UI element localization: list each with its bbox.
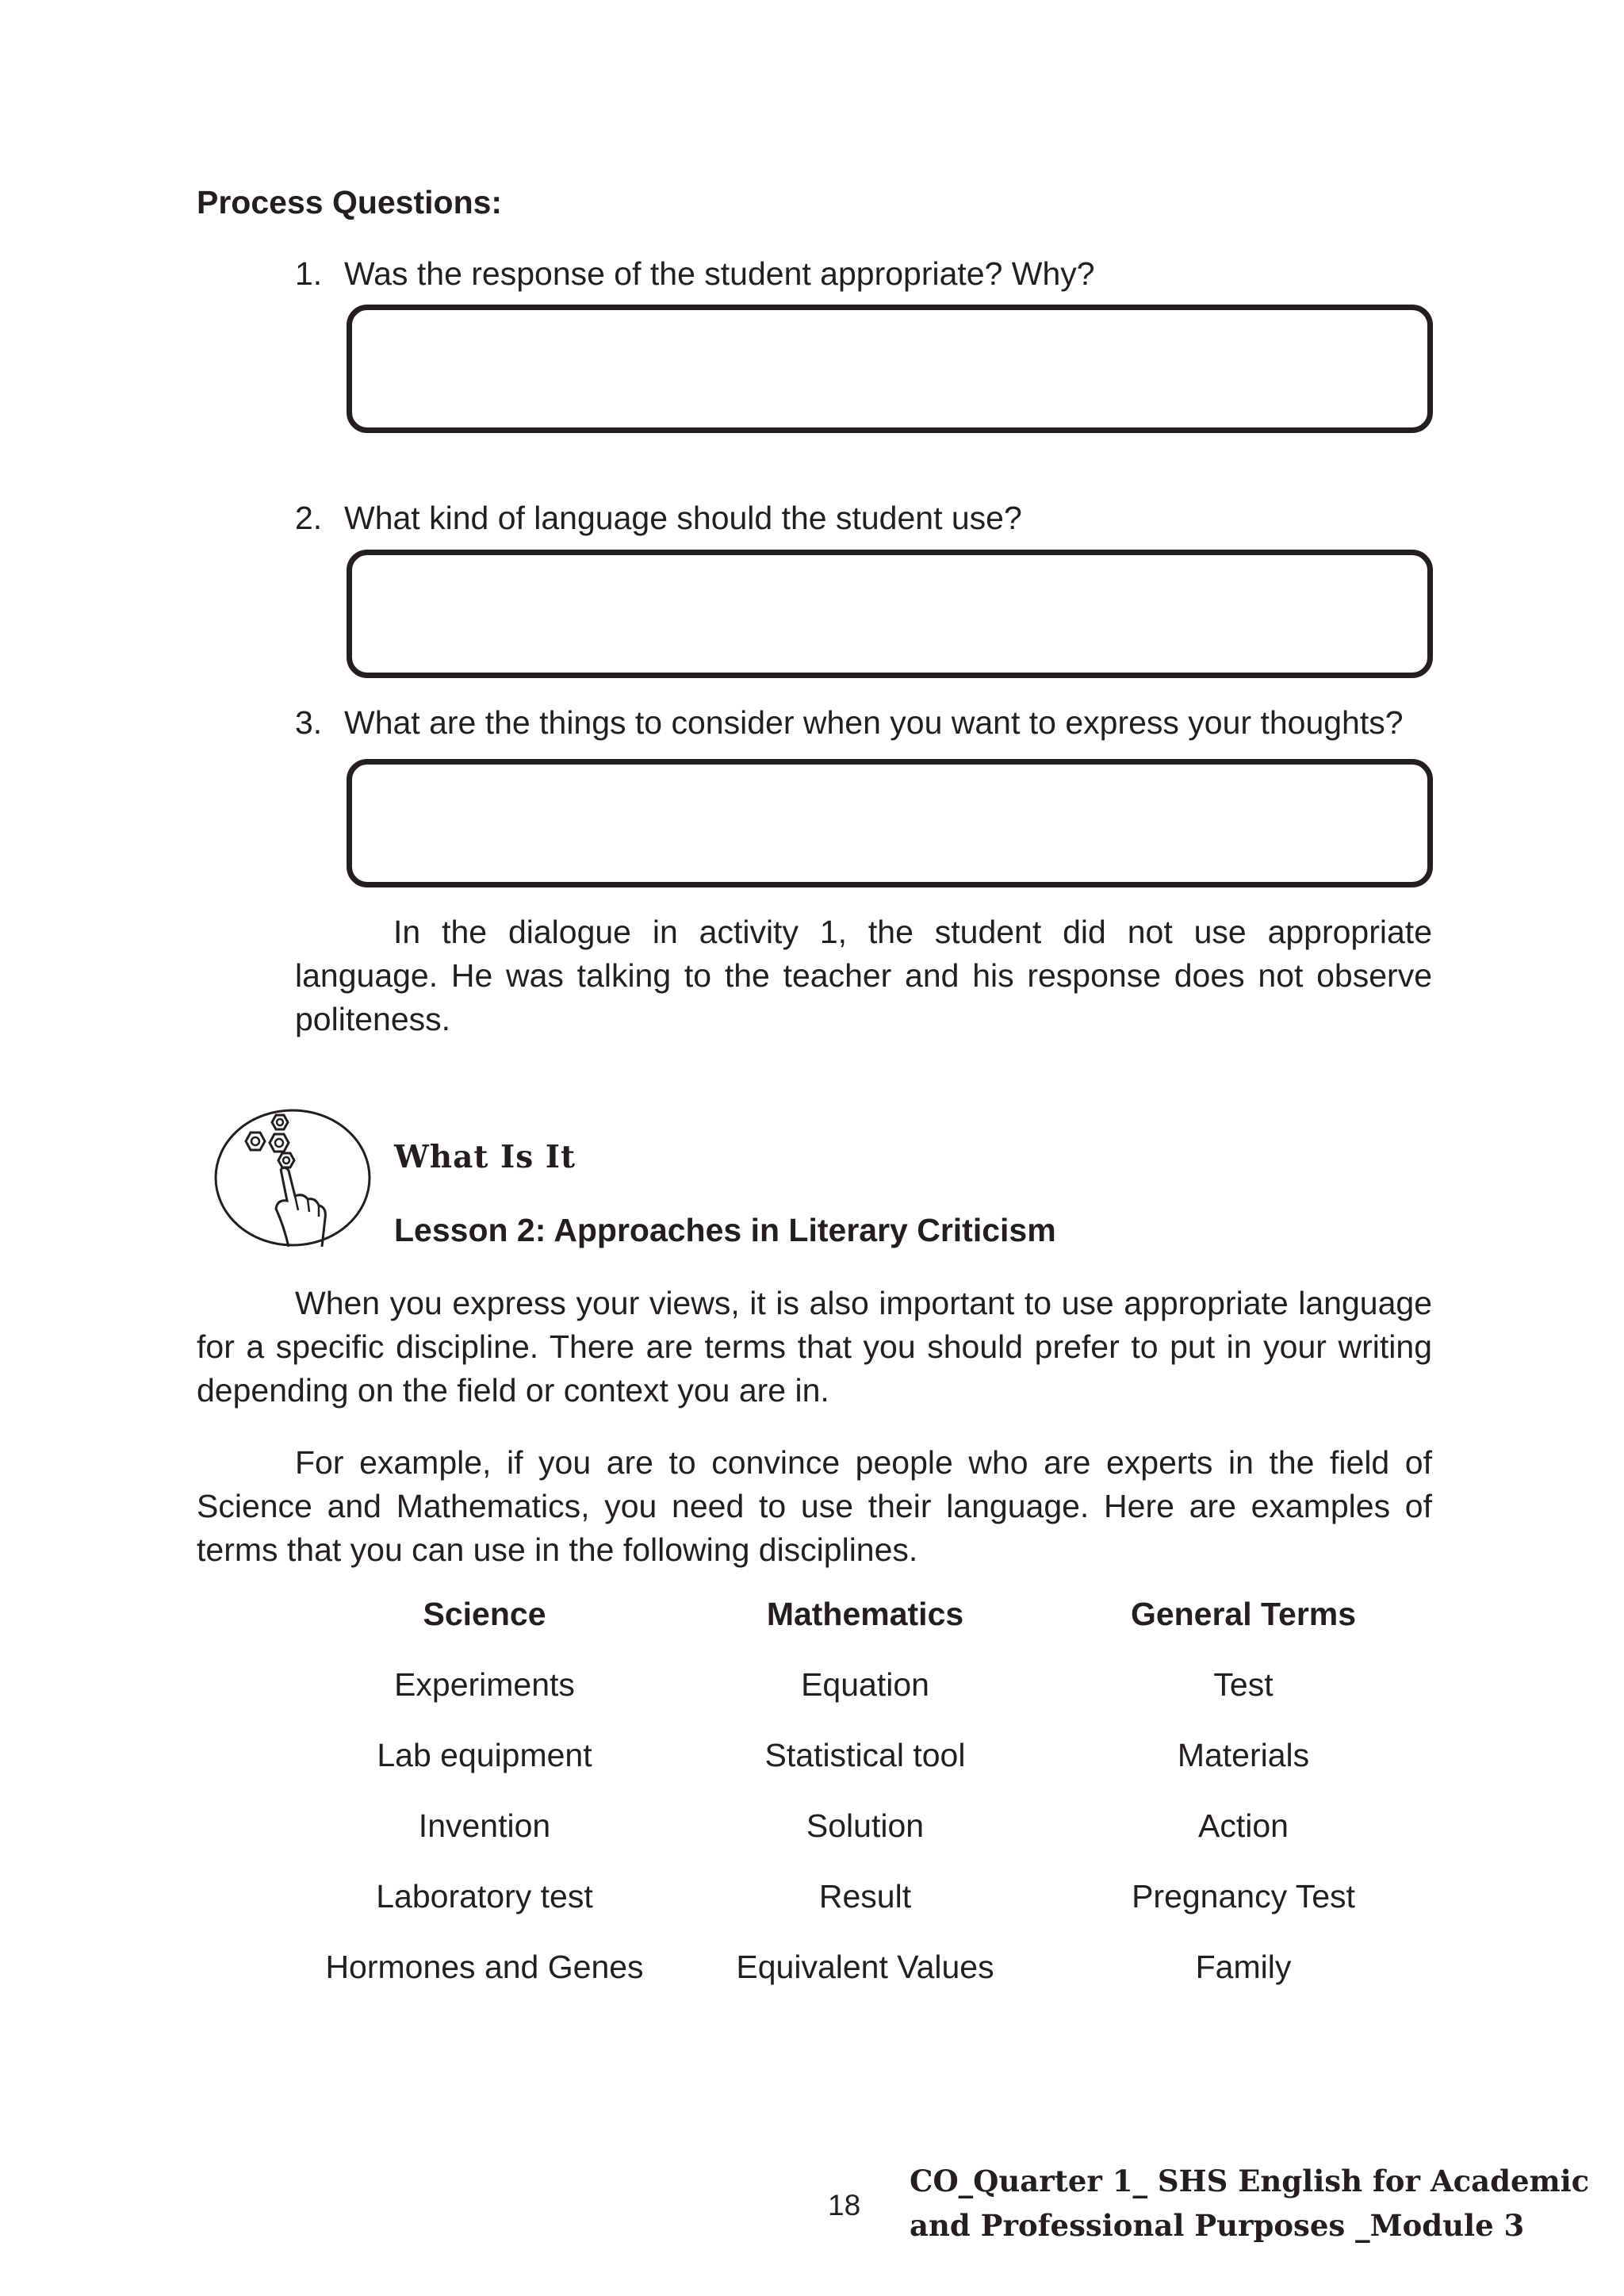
- mathematics-term: Result: [818, 1878, 912, 1915]
- explanation-paragraph: In the dialogue in activity 1, the student did not use appropriate language. He was talking to the teacher and his response does not observe politeness.: [295, 914, 1432, 1037]
- answer-box-2[interactable]: [347, 550, 1433, 678]
- answer-box-3[interactable]: [347, 759, 1433, 887]
- mathematics-term: Equivalent Values: [736, 1949, 994, 1985]
- general-terms-column: [1037, 1596, 1450, 2019]
- question-2-number: 2.: [295, 500, 323, 536]
- question-1-text: Was the response of the student appropriate? Why?: [344, 255, 1095, 292]
- example-paragraph: For example, if you are to convince people who are experts in the field of Science and Mathematics, you need to use their language. Here are examples of terms that you can use in the following disciplines.: [197, 1444, 1432, 1568]
- what-is-it-title: What Is It: [394, 1139, 576, 1175]
- mathematics-header: Mathematics: [766, 1596, 964, 1632]
- science-term: Lab equipment: [377, 1737, 592, 1773]
- general-terms-header: General Terms: [1130, 1596, 1357, 1632]
- gears-hand-icon: [213, 1107, 373, 1248]
- question-2-text: What kind of language should the student use?: [344, 500, 1022, 536]
- science-term: Hormones and Genes: [325, 1949, 644, 1985]
- science-term: Invention: [418, 1807, 551, 1844]
- science-terms-column: [278, 1596, 691, 2019]
- question-2: [295, 500, 1022, 537]
- science-header: Science: [423, 1596, 546, 1632]
- question-3: [295, 704, 1404, 742]
- footer-line-2: and Professional Purposes _Module 3: [910, 2208, 1525, 2243]
- question-1-number: 1.: [295, 255, 323, 292]
- process-questions-heading: Process Questions:: [197, 184, 503, 220]
- footer-line-1: CO_Quarter 1_ SHS English for Academic: [910, 2164, 1590, 2198]
- question-3-number: 3.: [295, 704, 323, 741]
- question-1: [295, 255, 1095, 293]
- answer-box-1[interactable]: [347, 305, 1433, 433]
- general-term: Family: [1195, 1949, 1292, 1985]
- general-term: Action: [1198, 1807, 1289, 1844]
- general-term: Pregnancy Test: [1132, 1878, 1355, 1915]
- question-3-text: What are the things to consider when you want to express your thoughts?: [344, 704, 1404, 741]
- general-term: Test: [1213, 1666, 1274, 1703]
- mathematics-term: Statistical tool: [764, 1737, 966, 1773]
- science-term: Experiments: [394, 1666, 575, 1703]
- science-term: Laboratory test: [376, 1878, 593, 1915]
- general-term: Materials: [1177, 1737, 1310, 1773]
- intro-paragraph: When you express your views, it is also important to use appropriate language for a specific discipline. There are terms that you should prefer to put in your writing depending on the field or context you are in.: [197, 1285, 1432, 1409]
- footer-module-title: [910, 2159, 1589, 2248]
- mathematics-term: Solution: [806, 1807, 925, 1844]
- page-number: 18: [828, 2189, 861, 2221]
- lesson-title: Lesson 2: Approaches in Literary Criticism: [394, 1212, 1056, 1248]
- mathematics-term: Equation: [801, 1666, 929, 1703]
- mathematics-terms-column: [659, 1596, 1071, 2019]
